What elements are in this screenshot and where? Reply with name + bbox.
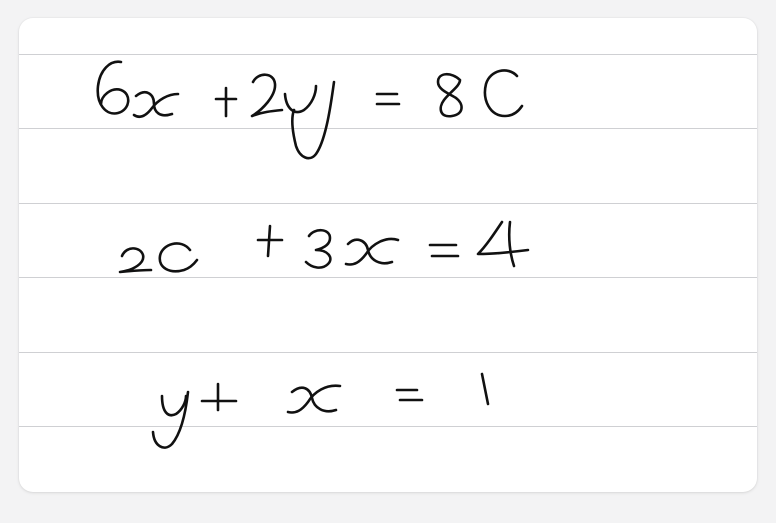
equation-text-2: 2c + 3x = 4 [120,260,126,261]
equation-line-2 [120,222,528,272]
equation-text-3: y + x = 1 [150,420,155,421]
equation-line-1 [98,62,522,158]
equation-line-3 [150,374,488,448]
equation-text-1: 6x + 2y = 8c [100,100,107,101]
